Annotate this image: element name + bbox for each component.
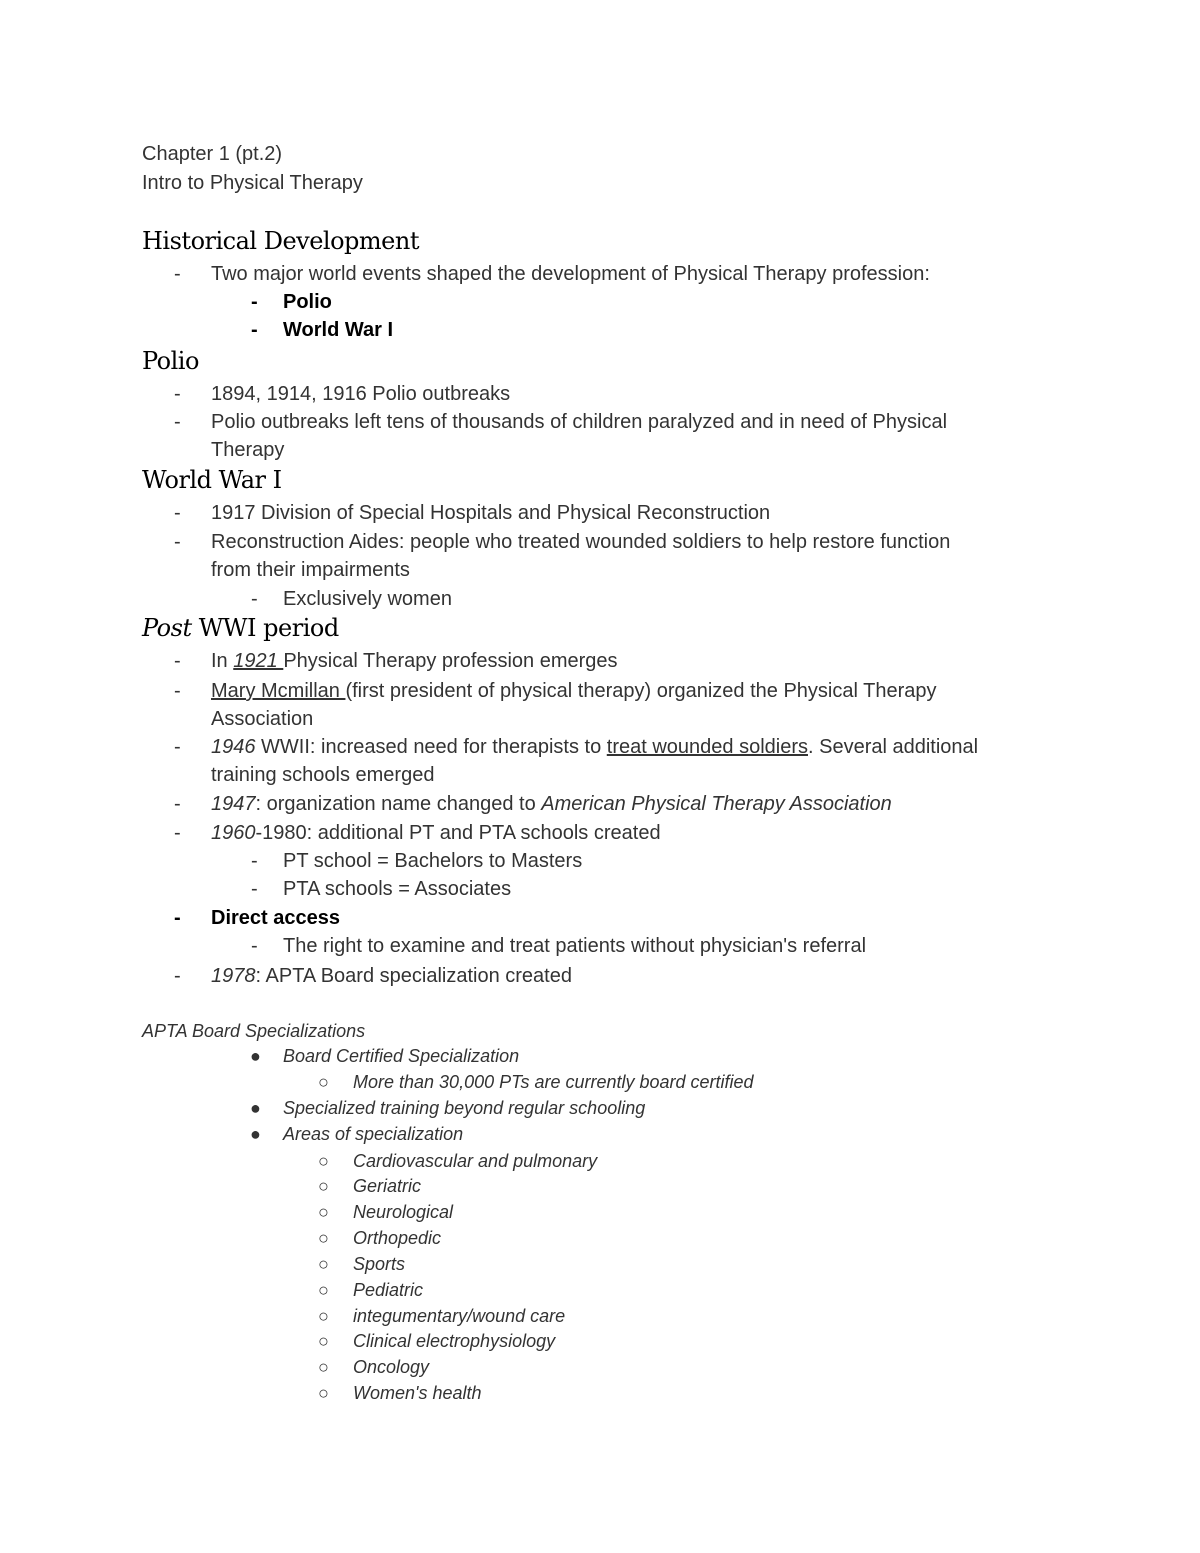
dash-marker: - bbox=[251, 850, 258, 872]
dash-marker: - bbox=[174, 736, 181, 758]
circle-marker: ○ bbox=[318, 1254, 329, 1274]
bullet-marker: ● bbox=[250, 1124, 261, 1144]
dash-marker: - bbox=[174, 383, 181, 405]
dash-marker: - bbox=[174, 965, 181, 987]
list-item-text bbox=[211, 735, 978, 759]
dash-marker: - bbox=[174, 793, 181, 815]
list-item-text: Pediatric bbox=[353, 1280, 424, 1300]
list-item-text: Sports bbox=[353, 1254, 406, 1274]
list-item-text: Women's health bbox=[353, 1383, 482, 1403]
bullet-marker: ● bbox=[250, 1098, 261, 1118]
list-item-text bbox=[211, 792, 892, 816]
apta-heading: APTA Board Specializations bbox=[142, 1021, 366, 1041]
list-item-text bbox=[211, 649, 618, 673]
heading-post-rest: WWI period bbox=[191, 614, 339, 642]
text-run: : APTA Board specialization created bbox=[255, 965, 572, 987]
circle-marker: ○ bbox=[318, 1357, 329, 1377]
person-name: Mary Mcmillan bbox=[211, 680, 346, 702]
circle-marker: ○ bbox=[318, 1202, 329, 1222]
list-item-text: The right to examine and treat patients without physician's referral bbox=[283, 935, 867, 957]
list-item-text: Exclusively women bbox=[283, 588, 452, 610]
dash-marker: - bbox=[174, 263, 181, 285]
year-1960: 1960 bbox=[211, 822, 256, 844]
circle-marker: ○ bbox=[318, 1331, 329, 1351]
dash-marker: - bbox=[251, 935, 258, 957]
circle-marker: ○ bbox=[318, 1280, 329, 1300]
dash-marker: - bbox=[174, 502, 181, 524]
list-item-text: training schools emerged bbox=[211, 764, 435, 786]
list-item-text: 1917 Division of Special Hospitals and Physical Reconstruction bbox=[211, 502, 771, 524]
list-item-text: Neurological bbox=[353, 1202, 454, 1222]
dash-marker: - bbox=[174, 907, 181, 929]
list-item-text: 1894, 1914, 1916 Polio outbreaks bbox=[211, 383, 511, 405]
list-item-text: Association bbox=[211, 708, 314, 730]
list-item-text: Reconstruction Aides: people who treated wounded soldiers to help restore function bbox=[211, 531, 951, 553]
text-run: : organization name changed to bbox=[255, 793, 542, 815]
list-item-text: World War I bbox=[283, 319, 393, 341]
list-item-text: from their impairments bbox=[211, 559, 410, 581]
dash-marker: - bbox=[251, 319, 258, 341]
text-run: (first president of physical therapy) organized the Physical Therapy bbox=[345, 680, 937, 702]
heading-wwi: World War I bbox=[142, 466, 282, 494]
dash-marker: - bbox=[174, 650, 181, 672]
year-1978: 1978 bbox=[211, 965, 256, 987]
list-item-text bbox=[211, 679, 937, 703]
text-run: -1980: additional PT and PTA schools created bbox=[255, 822, 661, 844]
list-item-text: Board Certified Specialization bbox=[283, 1046, 520, 1066]
dash-marker: - bbox=[251, 291, 258, 313]
year-1921: 1921 bbox=[233, 650, 284, 672]
list-item-text: Oncology bbox=[353, 1357, 430, 1377]
dash-marker: - bbox=[174, 531, 181, 553]
list-item-text: integumentary/wound care bbox=[353, 1306, 566, 1326]
heading-historical: Historical Development bbox=[142, 227, 419, 255]
bullet-marker: ● bbox=[250, 1046, 261, 1066]
list-item-text: PTA schools = Associates bbox=[283, 878, 512, 900]
circle-marker: ○ bbox=[318, 1306, 329, 1326]
doc-subtitle: Intro to Physical Therapy bbox=[142, 172, 363, 194]
list-item-text bbox=[211, 821, 661, 845]
list-item-text: Areas of specialization bbox=[283, 1124, 464, 1144]
dash-marker: - bbox=[251, 588, 258, 610]
list-item-text: Polio bbox=[283, 291, 332, 313]
text-run: WWII: increased need for therapists to bbox=[255, 736, 607, 758]
list-item-text: Therapy bbox=[211, 439, 285, 461]
list-item-text: Specialized training beyond regular schooling bbox=[283, 1098, 646, 1118]
dash-marker: - bbox=[251, 878, 258, 900]
circle-marker: ○ bbox=[318, 1176, 329, 1196]
heading-post-wwi bbox=[142, 613, 339, 643]
list-item-text bbox=[211, 964, 572, 988]
text-run: In bbox=[211, 650, 234, 672]
list-item-text: Geriatric bbox=[353, 1176, 422, 1196]
circle-marker: ○ bbox=[318, 1228, 329, 1248]
doc-title: Chapter 1 (pt.2) bbox=[142, 143, 283, 165]
dash-marker: - bbox=[174, 411, 181, 433]
dash-marker: - bbox=[174, 822, 181, 844]
heading-polio: Polio bbox=[142, 347, 199, 375]
list-item-text: Two major world events shaped the development of Physical Therapy profession: bbox=[211, 263, 930, 285]
list-item-text: More than 30,000 PTs are currently board certified bbox=[353, 1072, 754, 1092]
circle-marker: ○ bbox=[318, 1072, 329, 1092]
underlined-phrase: treat wounded soldiers bbox=[606, 736, 808, 758]
circle-marker: ○ bbox=[318, 1151, 329, 1171]
year-1946: 1946 bbox=[211, 736, 256, 758]
dash-marker: - bbox=[174, 680, 181, 702]
text-run: . Several additional bbox=[808, 736, 979, 758]
list-item-text: Polio outbreaks left tens of thousands of children paralyzed and in need of Physical bbox=[211, 411, 948, 433]
circle-marker: ○ bbox=[318, 1383, 329, 1403]
list-item-text: Orthopedic bbox=[353, 1228, 442, 1248]
list-item-text: Direct access bbox=[211, 907, 340, 929]
list-item-text: Clinical electrophysiology bbox=[353, 1331, 556, 1351]
list-item-text: PT school = Bachelors to Masters bbox=[283, 850, 583, 872]
year-1947: 1947 bbox=[211, 793, 256, 815]
heading-post-italic: Post bbox=[142, 614, 192, 642]
list-item-text: Cardiovascular and pulmonary bbox=[353, 1151, 598, 1171]
text-run: Physical Therapy profession emerges bbox=[283, 650, 618, 672]
organization-name: American Physical Therapy Association bbox=[541, 793, 892, 815]
